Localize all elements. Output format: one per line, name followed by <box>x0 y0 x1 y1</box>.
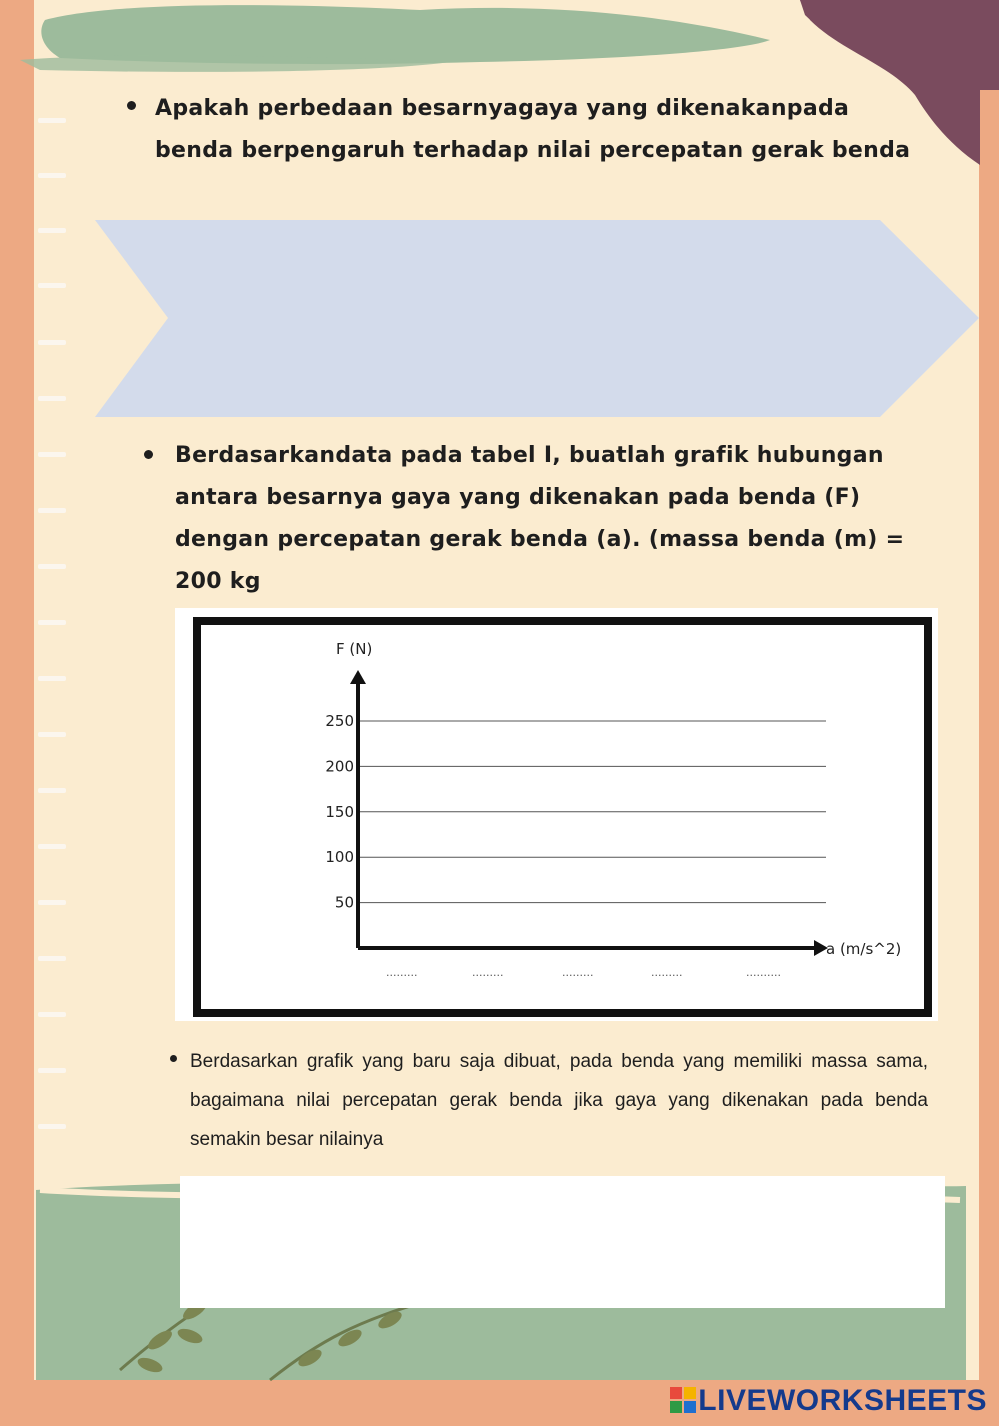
logo-icon <box>670 1387 696 1413</box>
question-2-text: Berdasarkandata pada tabel I, buatlah grafik hubungan antara besarnya gaya yang dikenakan pada benda (F) dengan percepatan gerak benda (a). (massa benda (m) = 200 kg <box>175 443 905 594</box>
question-3-text: Berdasarkan grafik yang baru saja dibuat, pada benda yang memiliki massa sama, bagaimana nilai percepatan gerak benda jika gaya yang dikenakan pada benda semakin besar nilainya <box>190 1051 928 1150</box>
y-tick-label-250: 250 <box>325 712 354 730</box>
x-placeholder-3: ......... <box>562 966 594 979</box>
liveworksheets-logo <box>670 1384 987 1418</box>
x-axis-label: a (m/s^2) <box>826 940 902 958</box>
x-placeholder-4: ......... <box>651 966 683 979</box>
y-axis-label: F (N) <box>336 640 373 658</box>
x-placeholder-2: ......... <box>472 966 504 979</box>
y-tick-label-200: 200 <box>325 757 354 776</box>
logo-text: LIVEWORKSHEETS <box>698 1384 987 1417</box>
bullet-3 <box>170 1055 177 1062</box>
x-placeholder-5: .......... <box>746 966 781 979</box>
y-tick-label-50: 50 <box>334 893 354 912</box>
question-1-text: Apakah perbedaan besarnyagaya yang dikenakanpada benda berpengaruh terhadap nilai percepatan gerak benda <box>155 96 911 163</box>
y-axis-arrowhead <box>350 670 366 684</box>
y-tick-label-150: 150 <box>325 802 354 821</box>
answer-box-3[interactable] <box>180 1176 945 1308</box>
x-placeholder-1: ......... <box>386 966 418 979</box>
y-tick-label-100: 100 <box>325 848 354 867</box>
